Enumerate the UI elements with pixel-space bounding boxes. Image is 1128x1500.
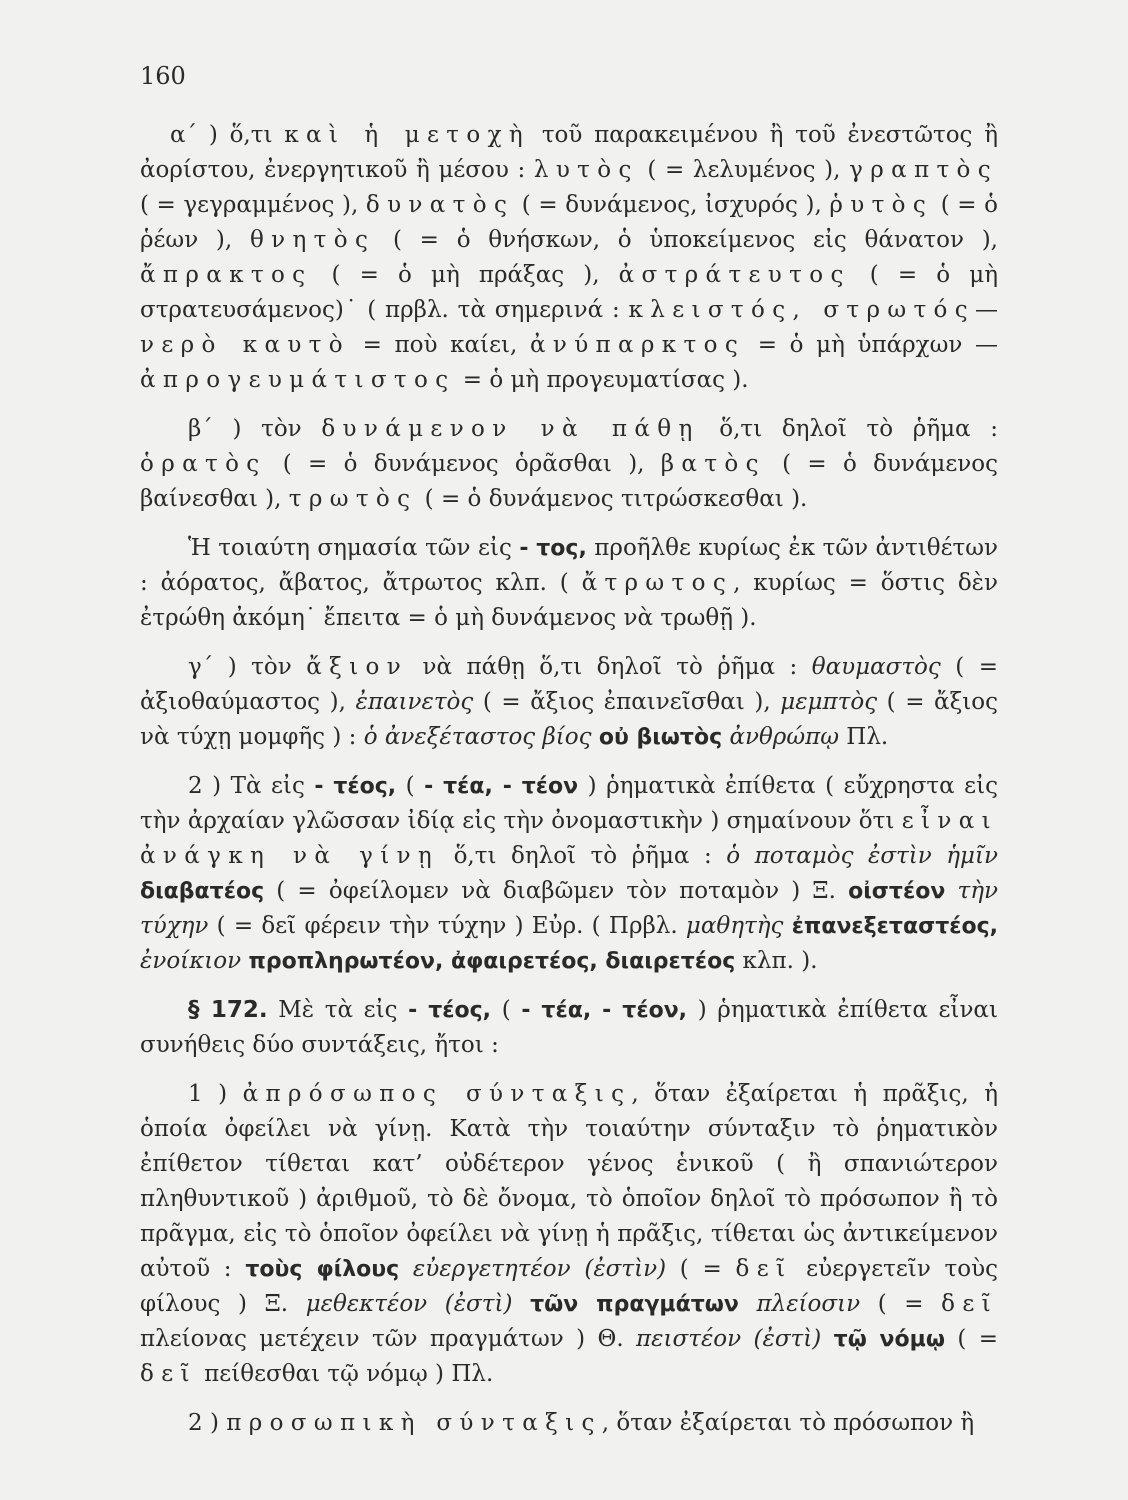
- italic-example: πλείοσιν: [756, 1291, 861, 1317]
- text-run: , κυρίως = ὅστις δὲν ἐτρώθη ἀκόμη˙ ἔπειτα = ὁ μὴ δυνάμενος νὰ τρωθῇ ).: [140, 570, 998, 631]
- text-run: , ὅταν ἐξαίρεται ἡ πρᾶξις, ἡ ὁποία ὀφείλει νὰ γίνῃ. Κατὰ τὴν τοιαύτην σύνταξιν τὸ ῥηματικὸν ἐπίθετον τίθεται κατ’ οὐδέτερον γένος ἑνικοῦ ( ἢ σπανιώτερον πληθυντικοῦ ) ἀριθμοῦ, τὸ δὲ ὄνομα, τὸ ὁποῖον δηλοῖ τὸ πρόσωπον ἢ τὸ πρᾶγμα, εἰς τὸ ὁποῖον ὀφείλει νὰ γίνῃ ἡ πρᾶξις, τίθεται ὡς ἀντικείμενον αὐτοῦ :: [140, 1081, 998, 1282]
- text-run: ( = ὁ μὴ πράξας ),: [312, 262, 619, 288]
- text-run: [783, 913, 791, 939]
- spaced-term: καὶ ἡ μετοχὴ: [284, 122, 531, 148]
- bold-term: - τέος,: [408, 998, 492, 1023]
- paragraph-gamma-worthy: [140, 650, 998, 755]
- spaced-term: ἀπρόσωπος σύνταξις: [242, 1081, 632, 1107]
- text-run: ( = ὁ ῥέων ),: [140, 192, 998, 253]
- bold-term: - τος,: [519, 536, 587, 561]
- text-run: —: [975, 297, 998, 323]
- text-run: ( = γεγραμμένος ),: [140, 192, 366, 218]
- bold-term: - τέος,: [314, 774, 397, 799]
- text-run: = ὁ μὴ ὑπάρχων —: [745, 332, 999, 358]
- section-number: § 172.: [188, 997, 268, 1023]
- text-run: προῆλθε κυρίως ἐκ τῶν ἀντιθέτων : ἀόρατος, ἄβατος, ἄτρωτος κλπ. (: [140, 535, 999, 596]
- text-run: (: [491, 997, 522, 1023]
- text-run: εὐεργετεῖν τοὺς φίλους ) Ξ.: [140, 1256, 998, 1317]
- spaced-term: ἀστράτευτος: [618, 262, 851, 288]
- italic-example: ὁ ἀνεξέταστος βίος: [363, 724, 592, 750]
- text-run: Ἡ τοιαύτη σημασία τῶν εἰς: [188, 535, 520, 561]
- text-run: ( =: [860, 1291, 942, 1317]
- spaced-term: γραπτὸς: [849, 157, 998, 183]
- bold-term: τῷ νόμῳ: [833, 1327, 945, 1352]
- page-number: 160: [140, 62, 186, 90]
- spaced-term: δεῖ: [735, 1256, 793, 1282]
- text-run: 2 ) Τὰ εἰς: [188, 773, 315, 799]
- bold-term: τοὺς φίλους: [245, 1257, 400, 1282]
- spaced-term: ῥυτὸς: [829, 192, 934, 218]
- bold-term: οἰστέον: [848, 879, 946, 904]
- bold-term: διαβατέος: [140, 879, 265, 904]
- text-run: κλπ. ).: [735, 948, 818, 974]
- spaced-term: ἄξιον: [306, 654, 409, 680]
- spaced-term: τρωτὸς: [288, 486, 418, 512]
- paragraph-section-172: [140, 993, 998, 1063]
- text-run: ὅ,τι δηλοῖ τὸ ῥῆμα :: [699, 416, 998, 442]
- text-run: πείθεσθαι τῷ νόμῳ ) Πλ.: [196, 1361, 494, 1387]
- spaced-term: ἀνύπαρκτος: [529, 332, 746, 358]
- text-run: ( = ἄξιος νὰ τύχῃ μομφῆς ) :: [140, 689, 998, 750]
- paragraph-impersonal-syntax: [140, 1077, 998, 1392]
- spaced-term: προσωπικὴ σύνταξις: [226, 1410, 602, 1436]
- spaced-term: βατὸς: [660, 451, 766, 477]
- text-run: , ὅταν ἐξαίρεται τὸ πρόσωπον ἢ: [601, 1410, 975, 1436]
- spaced-term: ἄπρακτος: [140, 262, 313, 288]
- text-run: [739, 1291, 757, 1317]
- text-run: ( = δεῖ φέρειν τὴν τύχην ) Εὐρ. ( Πρβλ.: [208, 913, 686, 939]
- bold-term: - τέα, - τέον,: [521, 998, 688, 1023]
- italic-example: μαθητὴς: [685, 913, 784, 939]
- text-run: ( = ὁ δυνάμενος ὁρᾶσθαι ),: [266, 451, 661, 477]
- paragraph-personal-syntax: [140, 1406, 998, 1441]
- text-run: [821, 1326, 833, 1352]
- text-run: τοῦ παρακειμένου ἢ τοῦ ἐνεστῶτος ἢ ἀορίστου, ἐνεργητικοῦ ἢ μέσου :: [140, 122, 998, 183]
- text-run: 2 ): [188, 1410, 227, 1436]
- text-run: ( = ἄξιος ἐπαινεῖσθαι ),: [473, 689, 781, 715]
- bold-term: - τέα, - τέον: [424, 774, 579, 799]
- italic-example: ὁ ποταμὸς ἐστὶν ἡμῖν: [726, 843, 998, 869]
- spaced-term: κλειστός, στρωτός: [628, 297, 975, 323]
- italic-example: τὴν τύχην: [140, 878, 999, 939]
- text-run: = ὁ μὴ προγευματίσας ).: [455, 367, 749, 393]
- text-run: ( = λελυμένος ),: [638, 157, 850, 183]
- bold-term: προπληρωτέον, ἀφαιρετέος, διαιρετέος: [248, 949, 736, 974]
- italic-example: ἀνθρώπῳ: [729, 724, 839, 750]
- text-run: ( = ὁ μὴ στρατευσάμενος)˙ ( πρβλ. τὰ σημερινά :: [140, 262, 998, 323]
- italic-example: ἐνοίκιον: [140, 948, 242, 974]
- paragraph-alpha-pass-participle: [140, 118, 998, 398]
- italic-example: εὐεργετητέον (ἐστὶν): [412, 1256, 667, 1282]
- text-run: α΄ ) ὅ,τι: [170, 122, 285, 148]
- spaced-term: ὁρατὸς: [140, 451, 267, 477]
- spaced-term: νερὸ καυτὸ: [140, 332, 350, 358]
- spaced-term: δυνατὸς: [365, 192, 515, 218]
- text-run: [592, 724, 599, 750]
- text-run: 1 ): [188, 1081, 243, 1107]
- text-run: Μὲ τὰ εἰς: [267, 997, 409, 1023]
- bold-term: ἐπανεξεταστέος,: [791, 914, 999, 939]
- spaced-term: δυνάμενον νὰ πάθῃ: [321, 416, 700, 442]
- text-run: [945, 878, 957, 904]
- paragraph-beta-able-to-suffer: [140, 412, 998, 517]
- text-run: = ποὺ καίει,: [349, 332, 530, 358]
- spaced-term: δεῖ: [941, 1291, 999, 1317]
- text-run: β΄ ) τὸν: [188, 416, 322, 442]
- text-run: [512, 1291, 530, 1317]
- text-run: Πλ.: [838, 724, 889, 750]
- text-run: ( = ἀξιοθαύμαστος ),: [140, 654, 998, 715]
- text-run: πλείονας μετέχειν τῶν πραγμάτων ) Θ.: [140, 1326, 637, 1352]
- spaced-term: θνητὸς: [249, 227, 376, 253]
- spaced-term: ἄτρωτος: [581, 570, 734, 596]
- text-run: ὅ,τι δηλοῖ τὸ ῥῆμα :: [439, 843, 727, 869]
- spaced-term: λυτὸς: [533, 157, 639, 183]
- text-run: ( = ὁ θνήσκων, ὁ ὑποκείμενος εἰς θάνατον ),: [375, 227, 998, 253]
- italic-example: ἐπαινετὸς: [355, 689, 474, 715]
- italic-example: θαυμαστὸς: [811, 654, 941, 680]
- text-run: γ΄ ) τὸν: [188, 654, 307, 680]
- text-run: ( =: [944, 1326, 998, 1352]
- text-run: ( = ὁ δυνάμενος βαίνεσθαι ),: [140, 451, 998, 512]
- text-run: ) ῥηματικὰ ἐπίθετα εἶναι συνήθεις δύο συντάξεις, ἤτοι :: [140, 997, 998, 1058]
- text-run: (: [396, 773, 425, 799]
- text-run: ( =: [666, 1256, 736, 1282]
- text-run: ( = δυνάμενος, ἰσχυρός ),: [514, 192, 830, 218]
- spaced-term: δεῖ: [140, 1361, 197, 1387]
- paragraph-verbal-adjectives-teos: [140, 769, 998, 979]
- body-text: [140, 118, 998, 1455]
- text-run: ( = ὀφείλομεν νὰ διαβῶμεν τὸν ποταμὸν ) Ξ.: [264, 878, 849, 904]
- italic-example: μεμπτὸς: [780, 689, 878, 715]
- bold-term: οὐ βιωτὸς: [598, 725, 723, 750]
- text-run: ) ῥηματικὰ ἐπίθετα ( εὔχρηστα εἰς τὴν ἀρχαίαν γλῶσσαν ἰδίᾳ εἰς τὴν ὀνομαστικὴν ) σημαίνουν ὅτι: [140, 773, 998, 834]
- italic-example: μεθεκτέον (ἐστὶ): [305, 1291, 513, 1317]
- spaced-term: εἶναι ἀνάγκη νὰ γίνῃ: [140, 808, 998, 869]
- spaced-term: ἀπρογευμάτιστος: [140, 367, 456, 393]
- text-run: [399, 1256, 413, 1282]
- text-run: νὰ πάθῃ ὅ,τι δηλοῖ τὸ ῥῆμα :: [408, 654, 812, 680]
- paragraph-meaning-origin: [140, 531, 998, 636]
- text-run: ( = ὁ δυνάμενος τιτρώσκεσθαι ).: [417, 486, 808, 512]
- italic-example: πειστέον (ἐστὶ): [636, 1326, 822, 1352]
- bold-term: τῶν πραγμάτων: [530, 1292, 739, 1317]
